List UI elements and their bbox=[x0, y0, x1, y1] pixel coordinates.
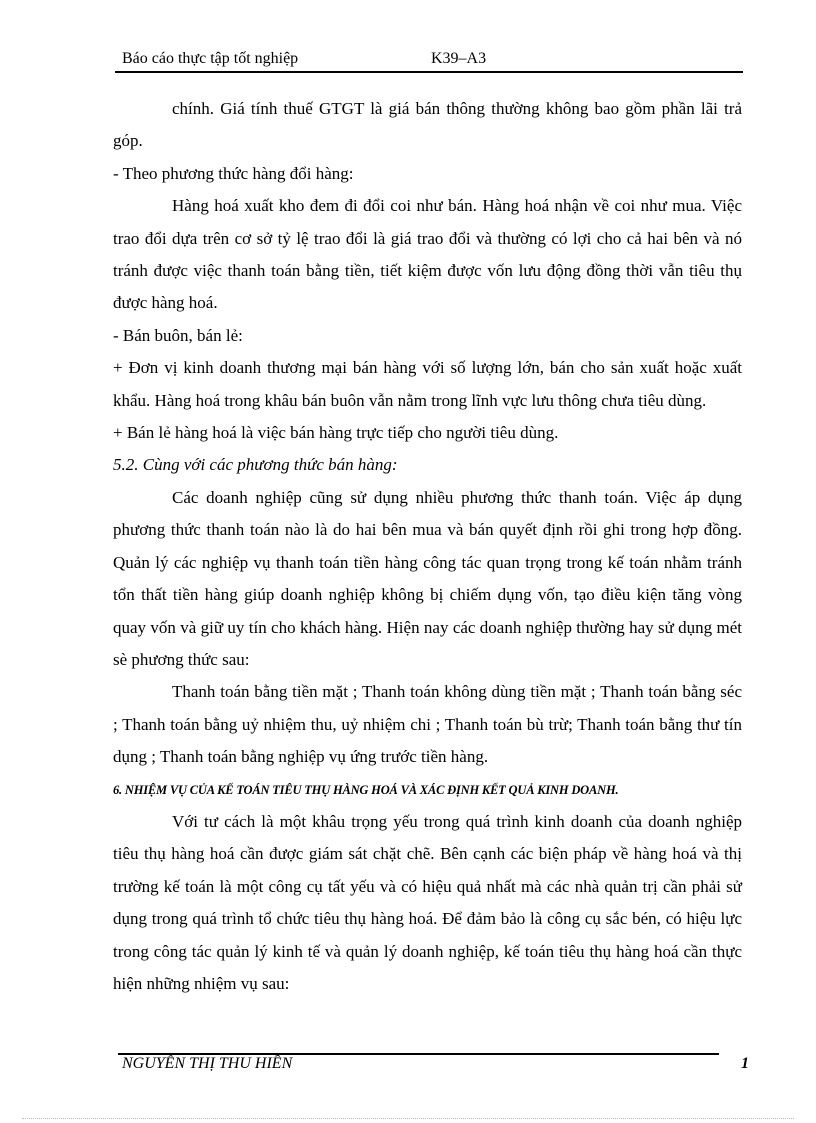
document-body bbox=[113, 93, 742, 1000]
page-number: 1 bbox=[741, 1055, 749, 1072]
section-heading: 6. NHIỆM VỤ CỦA KẾ TOÁN TIÊU THỤ HÀNG HOÁ VÀ XÁC ĐỊNH KẾT QUẢ KINH DOANH. bbox=[113, 782, 619, 797]
paragraph: Các doanh nghiệp cũng sử dụng nhiều phương thức thanh toán. Việc áp dụng phương thức thanh toán nào là do hai bên mua và bán quyết định rồi ghi trong hợp đồng. Quản lý các nghiệp vụ thanh toán tiền hàng công tác quan trọng trong kế toán nhằm tránh tổn thất tiền hàng giúp doanh nghiệp không bị chiếm dụng vốn, tạo điều kiện tăng vòng quay vốn và giữ uy tín cho khách hàng. Hiện nay các doanh nghiệp thường hay sử dụng mét sè phương thức sau: bbox=[113, 487, 742, 669]
list-item: + Đơn vị kinh doanh thương mại bán hàng với số lượng lớn, bán cho sản xuất hoặc xuất khẩu. Hàng hoá trong khâu bán buôn vẫn nằm trong lĩnh vực lưu thông chưa tiêu dùng. bbox=[113, 358, 742, 410]
list-heading: - Theo phương thức hàng đổi hàng: bbox=[113, 163, 354, 183]
class-code: K39–A3 bbox=[431, 50, 487, 67]
footer-author: NGUYỄN THỊ THU HIỀN bbox=[122, 1055, 293, 1072]
report-title: Báo cáo thực tập tốt nghiệp bbox=[122, 50, 299, 67]
list-item: + Bán lẻ hàng hoá là việc bán hàng trực tiếp cho người tiêu dùng. bbox=[113, 423, 559, 443]
page-break-line bbox=[22, 1118, 794, 1119]
paragraph: chính. Giá tính thuế GTGT là giá bán thông thường không bao gồm phần lãi trả góp. bbox=[113, 99, 742, 151]
paragraph: Thanh toán bằng tiền mặt ; Thanh toán không dùng tiền mặt ; Thanh toán bằng séc ; Thanh toán bằng uỷ nhiệm thu, uỷ nhiệm chi ; Thanh toán bù trừ; Thanh toán bằng thư tín dụng ; Thanh toán bằng nghiệp vụ ứng trước tiền hàng. bbox=[113, 682, 742, 767]
paragraph: Với tư cách là một khâu trọng yếu trong quá trình kinh doanh của doanh nghiệp tiêu thụ hàng hoá cần được giám sát chặt chẽ. Bên cạnh các biện pháp về hàng hoá và thị trường kế toán là một công cụ tất yếu và có hiệu quả nhất mà các nhà quản trị cần phải sử dụng trong quá trình tổ chức tiêu thụ hàng hoá. Để đảm bảo là công cụ sắc bén, có hiệu lực trong công tác quản lý kinh tế và quản lý doanh nghiệp, kế toán tiêu thụ hàng hoá cần thực hiện những nhiệm vụ sau: bbox=[113, 811, 742, 993]
paragraph: Hàng hoá xuất kho đem đi đổi coi như bán. Hàng hoá nhận về coi như mua. Việc trao đổi dựa trên cơ sở tỷ lệ trao đổi là giá trao đổi và thường có lợi cho cả hai bên và nó tránh được việc thanh toán bằng tiền, tiết kiệm được vốn lưu động đồng thời vẫn tiêu thụ được hàng hoá. bbox=[113, 196, 742, 313]
list-heading: - Bán buôn, bán lẻ: bbox=[113, 325, 243, 345]
page-header bbox=[122, 50, 742, 72]
subsection-heading: 5.2. Cùng với các phương thức bán hàng: bbox=[113, 455, 398, 475]
header-rule bbox=[115, 71, 743, 73]
